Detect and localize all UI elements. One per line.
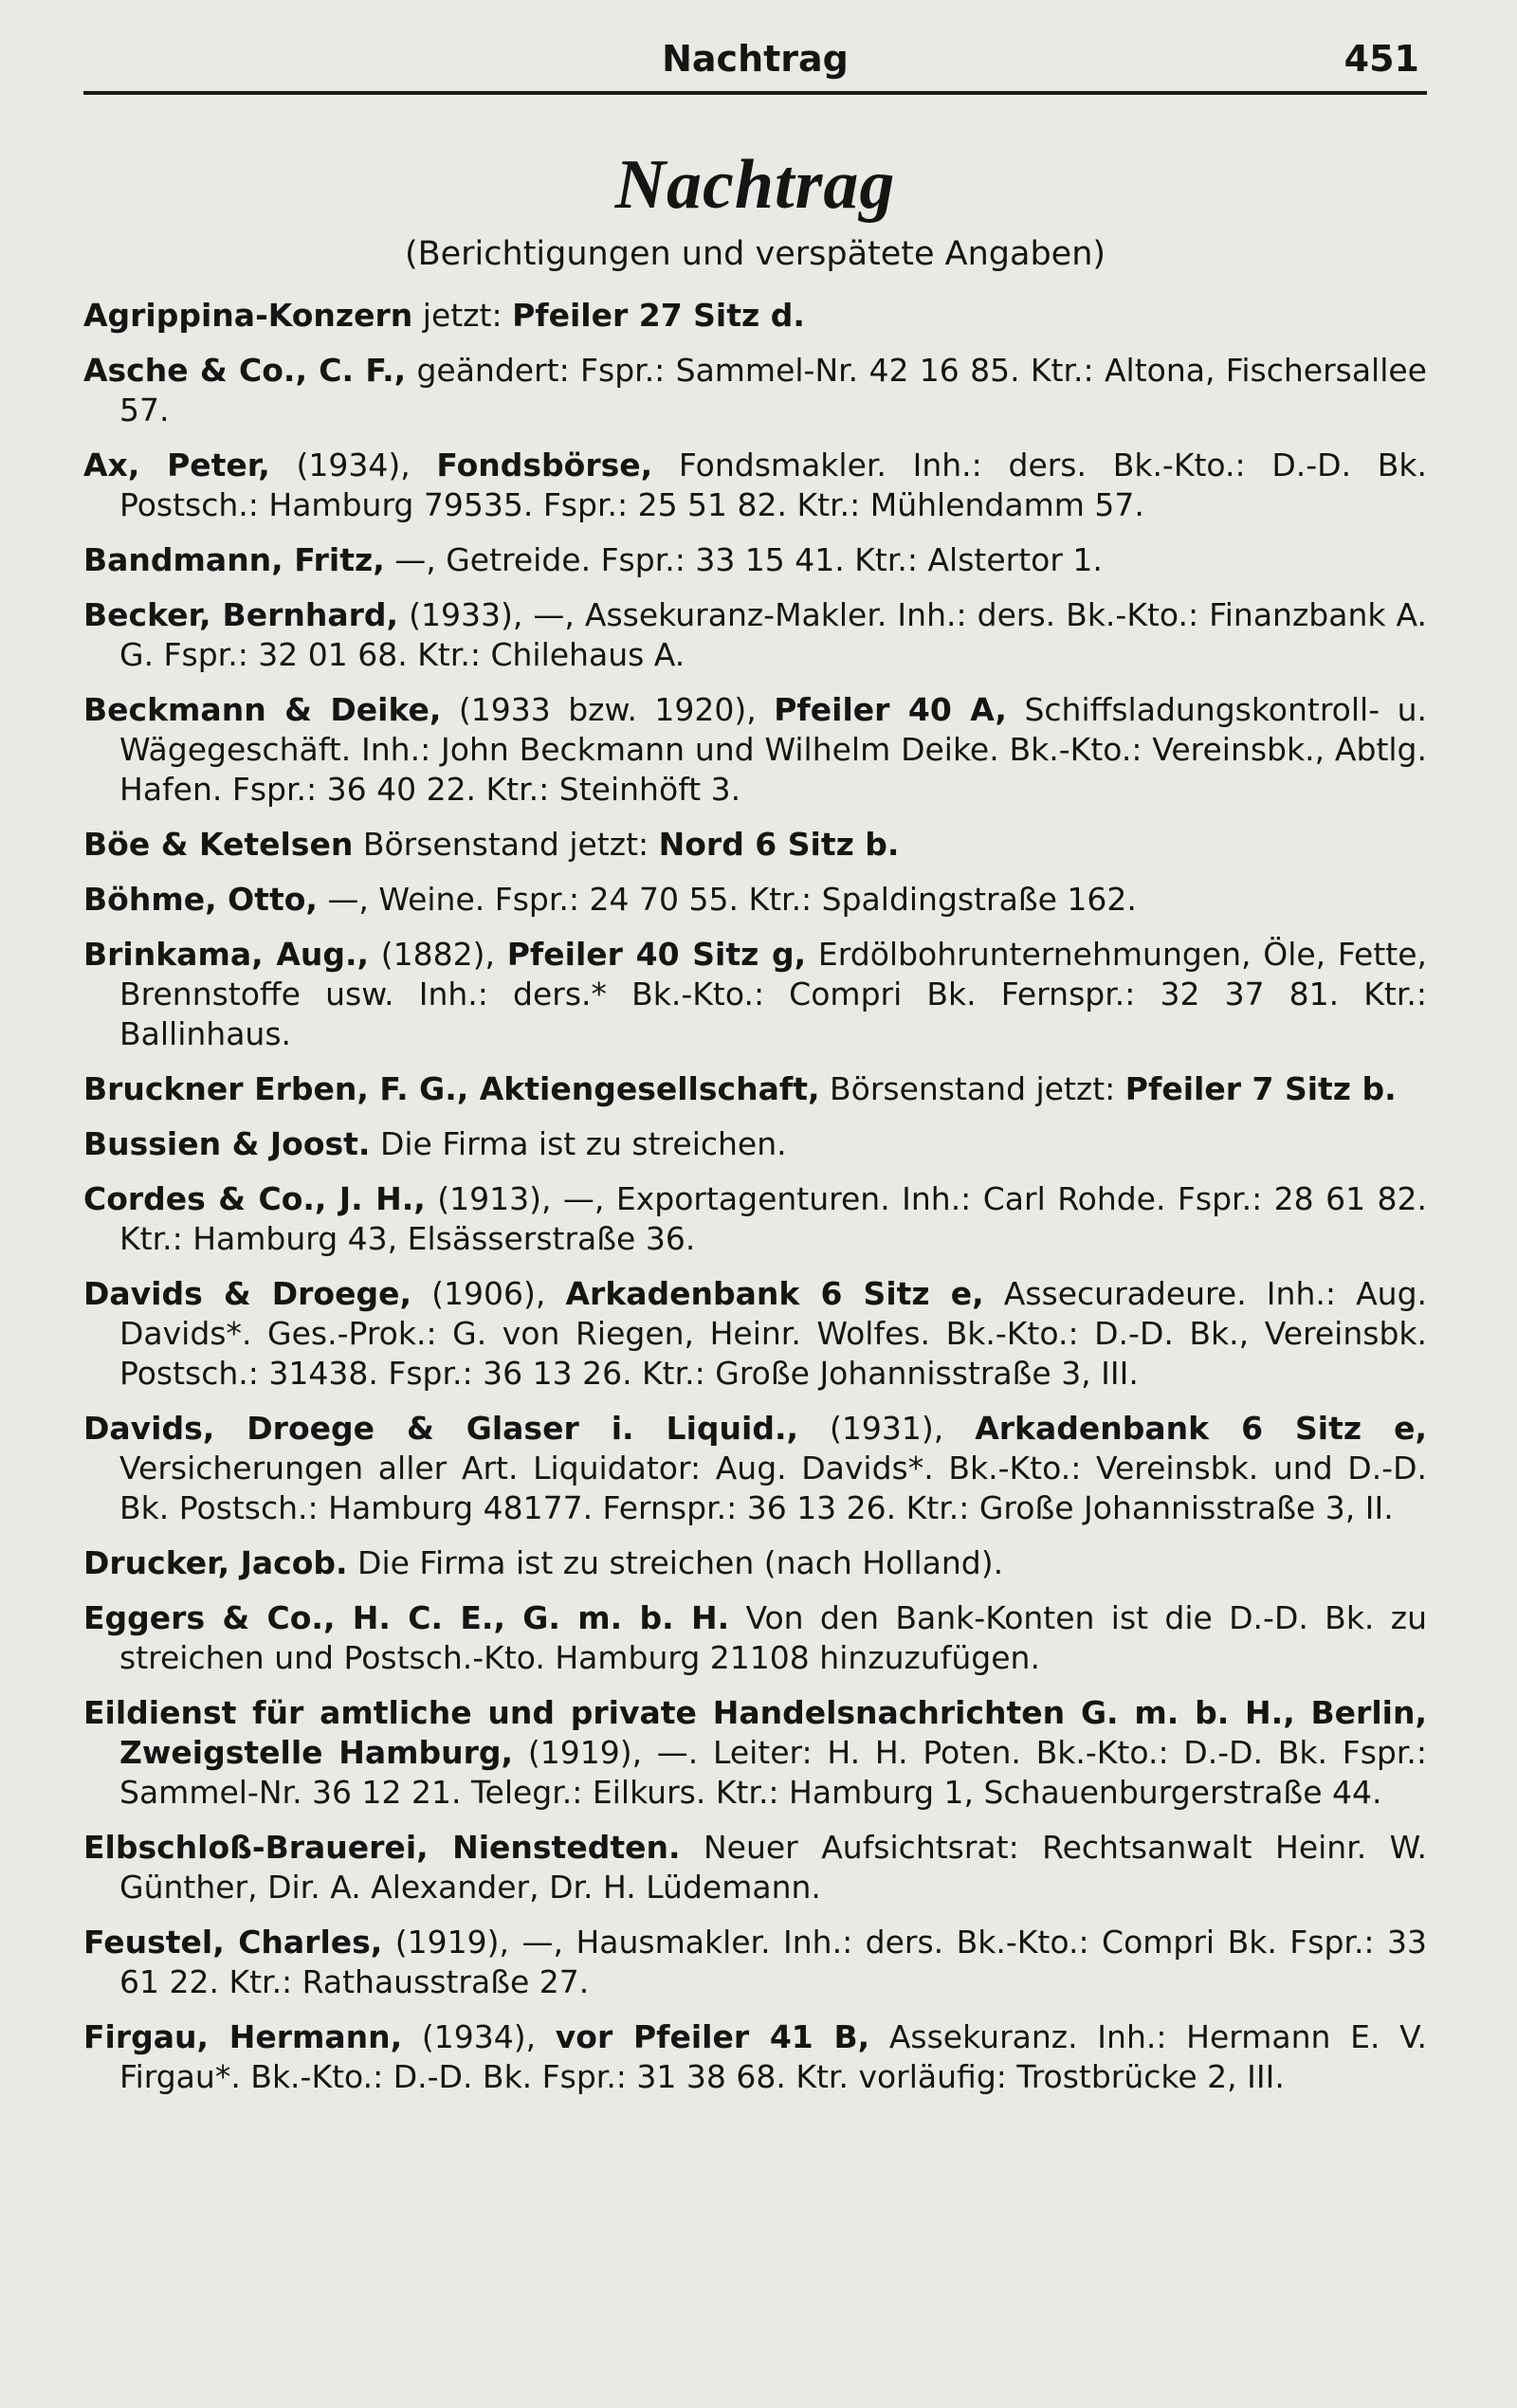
entry-firm-name: Pfeiler 7 Sitz b.	[1124, 1070, 1397, 1107]
entry-firm-name: Pfeiler 27 Sitz d.	[512, 297, 805, 334]
entry-text: Assekuranz. Inh.: Hermann E. V. Firgau*. Bk.-Kto.: D.-D. Bk. Fspr.: 31 38 68. Ktr. vorläufig: Trostbrücke 2, III.	[119, 2018, 1427, 2095]
entry-firm-name: Ax, Peter,	[83, 447, 270, 483]
entry-firm-name: Beckmann & Deike,	[83, 691, 442, 728]
entry-firm-name: Elbschloß-Brauerei, Nienstedten.	[83, 1829, 681, 1866]
entry-text: (1931),	[798, 1410, 976, 1447]
entry-firm-name: Eildienst für amtliche und private Handelsnachrichten G. m. b. H., Berlin, Zweigstelle Hamburg,	[83, 1694, 1427, 1771]
entry-text: (1934),	[402, 2018, 556, 2055]
list-item	[83, 1274, 1427, 1394]
entry-firm-name: Bandmann, Fritz,	[83, 541, 385, 578]
header-rule	[83, 91, 1427, 95]
list-item	[83, 825, 1427, 865]
list-item	[83, 1543, 1427, 1583]
entry-firm-name: vor Pfeiler 41 B,	[555, 2018, 870, 2055]
list-item	[83, 1069, 1427, 1109]
entry-firm-name: Nord 6 Sitz b.	[658, 826, 900, 863]
entry-firm-name: Agrippina-Konzern	[83, 297, 413, 334]
list-item	[83, 351, 1427, 430]
entry-text: (1882),	[369, 936, 507, 973]
list-item	[83, 595, 1427, 675]
entry-text: Die Firma ist zu streichen (nach Holland).	[347, 1544, 1004, 1581]
entry-firm-name: Asche & Co., C. F.,	[83, 352, 407, 389]
entry-firm-name: Feustel, Charles,	[83, 1924, 383, 1961]
entry-firm-name: Cordes & Co., J. H.,	[83, 1180, 426, 1217]
section-title: Nachtrag	[614, 146, 896, 224]
entry-text: Neuer Aufsichtsrat: Rechtsanwalt Heinr. W. Günther, Dir. A. Alexander, Dr. H. Lüdemann.	[119, 1829, 1428, 1906]
entry-firm-name: Davids & Droege,	[83, 1275, 412, 1312]
entry-list	[83, 296, 1427, 2097]
entry-text: —, Getreide. Fspr.: 33 15 41. Ktr.: Alstertor 1.	[384, 541, 1103, 578]
list-item	[83, 1828, 1427, 1907]
entry-firm-name: Drucker, Jacob.	[83, 1544, 348, 1581]
entry-firm-name: Böe & Ketelsen	[83, 826, 354, 863]
entry-text: jetzt:	[412, 297, 513, 334]
entry-firm-name: Becker, Bernhard,	[83, 596, 399, 633]
entry-text: Die Firma ist zu streichen.	[370, 1125, 787, 1162]
list-item	[83, 296, 1427, 336]
entry-text: (1934),	[269, 447, 437, 483]
page-number: 451	[1343, 38, 1419, 80]
entry-text: (1933 bzw. 1920),	[441, 691, 775, 728]
entry-firm-name: Pfeiler 40 Sitz g,	[506, 936, 807, 973]
entry-text: Erdölbohrunternehmungen, Öle, Fette, Brennstoffe usw. Inh.: ders.* Bk.-Kto.: Compri Bk. Fernspr.: 32 37 81. Ktr.: Ballinhaus.	[119, 936, 1428, 1052]
section-subtitle: (Berichtigungen und verspätete Angaben)	[404, 235, 1106, 273]
list-item	[83, 1124, 1427, 1164]
entry-firm-name: Bruckner Erben, F. G., Aktiengesellschaft,	[83, 1070, 820, 1107]
list-item	[83, 1409, 1427, 1528]
entry-text: (1906),	[411, 1275, 566, 1312]
list-item	[83, 540, 1427, 580]
list-item	[83, 690, 1427, 810]
list-item	[83, 1179, 1427, 1259]
list-item	[83, 1923, 1427, 2002]
entry-text: Versicherungen aller Art. Liquidator: Aug. Davids*. Bk.-Kto.: Vereinsbk. und D.-D. Bk. Postsch.: Hamburg 48177. Fernspr.: 36 13 26. Ktr.: Große Johannisstraße 3, II.	[119, 1450, 1427, 1526]
list-item	[83, 1693, 1427, 1813]
entry-text: —, Weine. Fspr.: 24 70 55. Ktr.: Spaldingstraße 162.	[317, 881, 1137, 918]
entry-text: Börsenstand jetzt:	[819, 1070, 1125, 1107]
entry-firm-name: Bussien & Joost.	[83, 1125, 371, 1162]
list-item	[83, 446, 1427, 525]
entry-firm-name: Arkadenbank 6 Sitz e,	[975, 1410, 1428, 1447]
entry-text: Börsenstand jetzt:	[353, 826, 659, 863]
entry-firm-name: Pfeiler 40 A,	[774, 691, 1007, 728]
running-head	[83, 34, 1427, 89]
entry-firm-name: Arkadenbank 6 Sitz e,	[565, 1275, 984, 1312]
entry-text: Assecuradeure. Inh.: Aug. Davids*. Ges.-Prok.: G. von Riegen, Heinr. Wolfes. Bk.-Kto.: D.-D. Bk., Vereinsbk. Postsch.: 31438. Fspr.: 36 13 26. Ktr.: Große Johannisstraße 3, III.	[119, 1275, 1428, 1392]
list-item	[83, 2017, 1427, 2097]
entry-firm-name: Eggers & Co., H. C. E., G. m. b. H.	[83, 1599, 730, 1636]
list-item	[83, 1598, 1427, 1678]
entry-text: (1933), —, Assekuranz-Makler. Inh.: ders. Bk.-Kto.: Finanzbank A. G. Fspr.: 32 01 68. Ktr.: Chilehaus A.	[119, 596, 1428, 673]
entry-firm-name: Böhme, Otto,	[83, 881, 318, 918]
running-title: Nachtrag	[662, 38, 849, 80]
entry-text: (1919), —, Hausmakler. Inh.: ders. Bk.-Kto.: Compri Bk. Fspr.: 33 61 22. Ktr.: Rathausstraße 27.	[119, 1924, 1428, 2000]
entry-text: (1913), —, Exportagenturen. Inh.: Carl Rohde. Fspr.: 28 61 82. Ktr.: Hamburg 43, Elsässerstraße 36.	[119, 1180, 1427, 1257]
entry-firm-name: Firgau, Hermann,	[83, 2018, 403, 2055]
entry-firm-name: Brinkama, Aug.,	[83, 936, 370, 973]
list-item	[83, 880, 1427, 920]
entry-firm-name: Davids, Droege & Glaser i. Liquid.,	[83, 1410, 799, 1447]
entry-text: Fondsmakler. Inh.: ders. Bk.-Kto.: D.-D. Bk. Postsch.: Hamburg 79535. Fspr.: 25 51 82. Ktr.: Mühlendamm 57.	[119, 447, 1428, 523]
entry-text: (1919), —. Leiter: H. H. Poten. Bk.-Kto.: D.-D. Bk. Fspr.: Sammel-Nr. 36 12 21. Telegr.: Eilkurs. Ktr.: Hamburg 1, Schauenburgerstraße 44.	[119, 1734, 1427, 1811]
entry-text: Schiffsladungskontroll- u. Wägegeschäft. Inh.: John Beckmann und Wilhelm Deike. Bk.-Kto.: Vereinsbk., Abtlg. Hafen. Fspr.: 36 40 22. Ktr.: Steinhöft 3.	[119, 691, 1427, 808]
entry-firm-name: Fondsbörse,	[436, 447, 653, 483]
entry-text: geändert: Fspr.: Sammel-Nr. 42 16 85. Ktr.: Altona, Fischersallee 57.	[119, 352, 1427, 429]
list-item	[83, 935, 1427, 1054]
entry-text: Von den Bank-Konten ist die D.-D. Bk. zu streichen und Postsch.-Kto. Hamburg 21108 hinzuzufügen.	[119, 1599, 1427, 1676]
